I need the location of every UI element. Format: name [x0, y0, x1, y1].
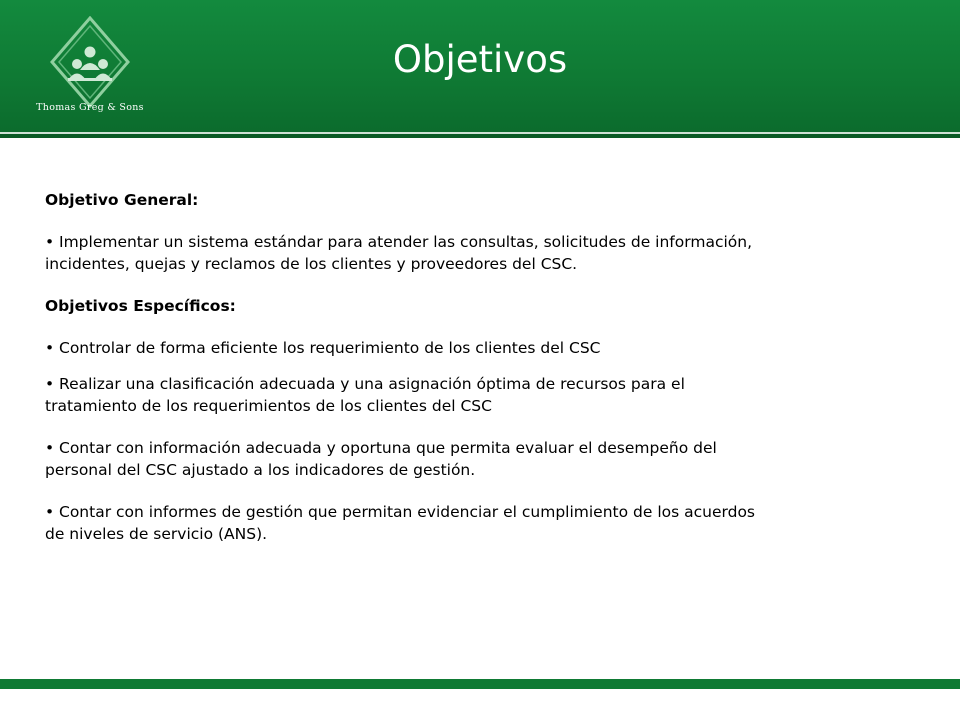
- footer-bar: [0, 679, 960, 689]
- specific-objectives-heading: Objetivos Específicos:: [45, 297, 236, 315]
- brand-name: Thomas Greg & Sons: [36, 102, 144, 113]
- item-line: Contar con informes de gestión que permitan evidenciar el cumplimiento de los acuerdos: [59, 503, 756, 521]
- specific-objective-item: [45, 337, 903, 359]
- specific-objective-item: [45, 501, 903, 545]
- general-objective-heading: Objetivo General:: [45, 191, 199, 209]
- content-body: [45, 189, 903, 545]
- specific-objective-item: [45, 373, 903, 417]
- bullet-icon: •: [45, 439, 55, 457]
- header-band: [0, 0, 960, 138]
- page-title: Objetivos: [392, 38, 568, 81]
- item-line-continued: de niveles de servicio (ANS).: [45, 525, 268, 543]
- specific-objective-item: [45, 437, 903, 481]
- item-line-continued: tratamiento de los requerimientos de los clientes del CSC: [45, 397, 492, 415]
- bullet-icon: •: [45, 233, 55, 251]
- bullet-icon: •: [45, 339, 55, 357]
- item-line-continued: personal del CSC ajustado a los indicadores de gestión.: [45, 461, 476, 479]
- bullet-icon: •: [45, 503, 55, 521]
- item-line: Realizar una clasificación adecuada y una asignación óptima de recursos para el: [59, 375, 685, 393]
- item-line-continued: incidentes, quejas y reclamos de los clientes y proveedores del CSC.: [45, 255, 578, 273]
- header-base-stripe: [0, 134, 960, 138]
- general-objective-item: [45, 231, 903, 275]
- bullet-icon: •: [45, 375, 55, 393]
- item-line: Implementar un sistema estándar para atender las consultas, solicitudes de información,: [59, 233, 753, 251]
- item-line: Controlar de forma eficiente los requerimiento de los clientes del CSC: [59, 339, 601, 357]
- item-line: Contar con información adecuada y oportuna que permita evaluar el desempeño del: [59, 439, 717, 457]
